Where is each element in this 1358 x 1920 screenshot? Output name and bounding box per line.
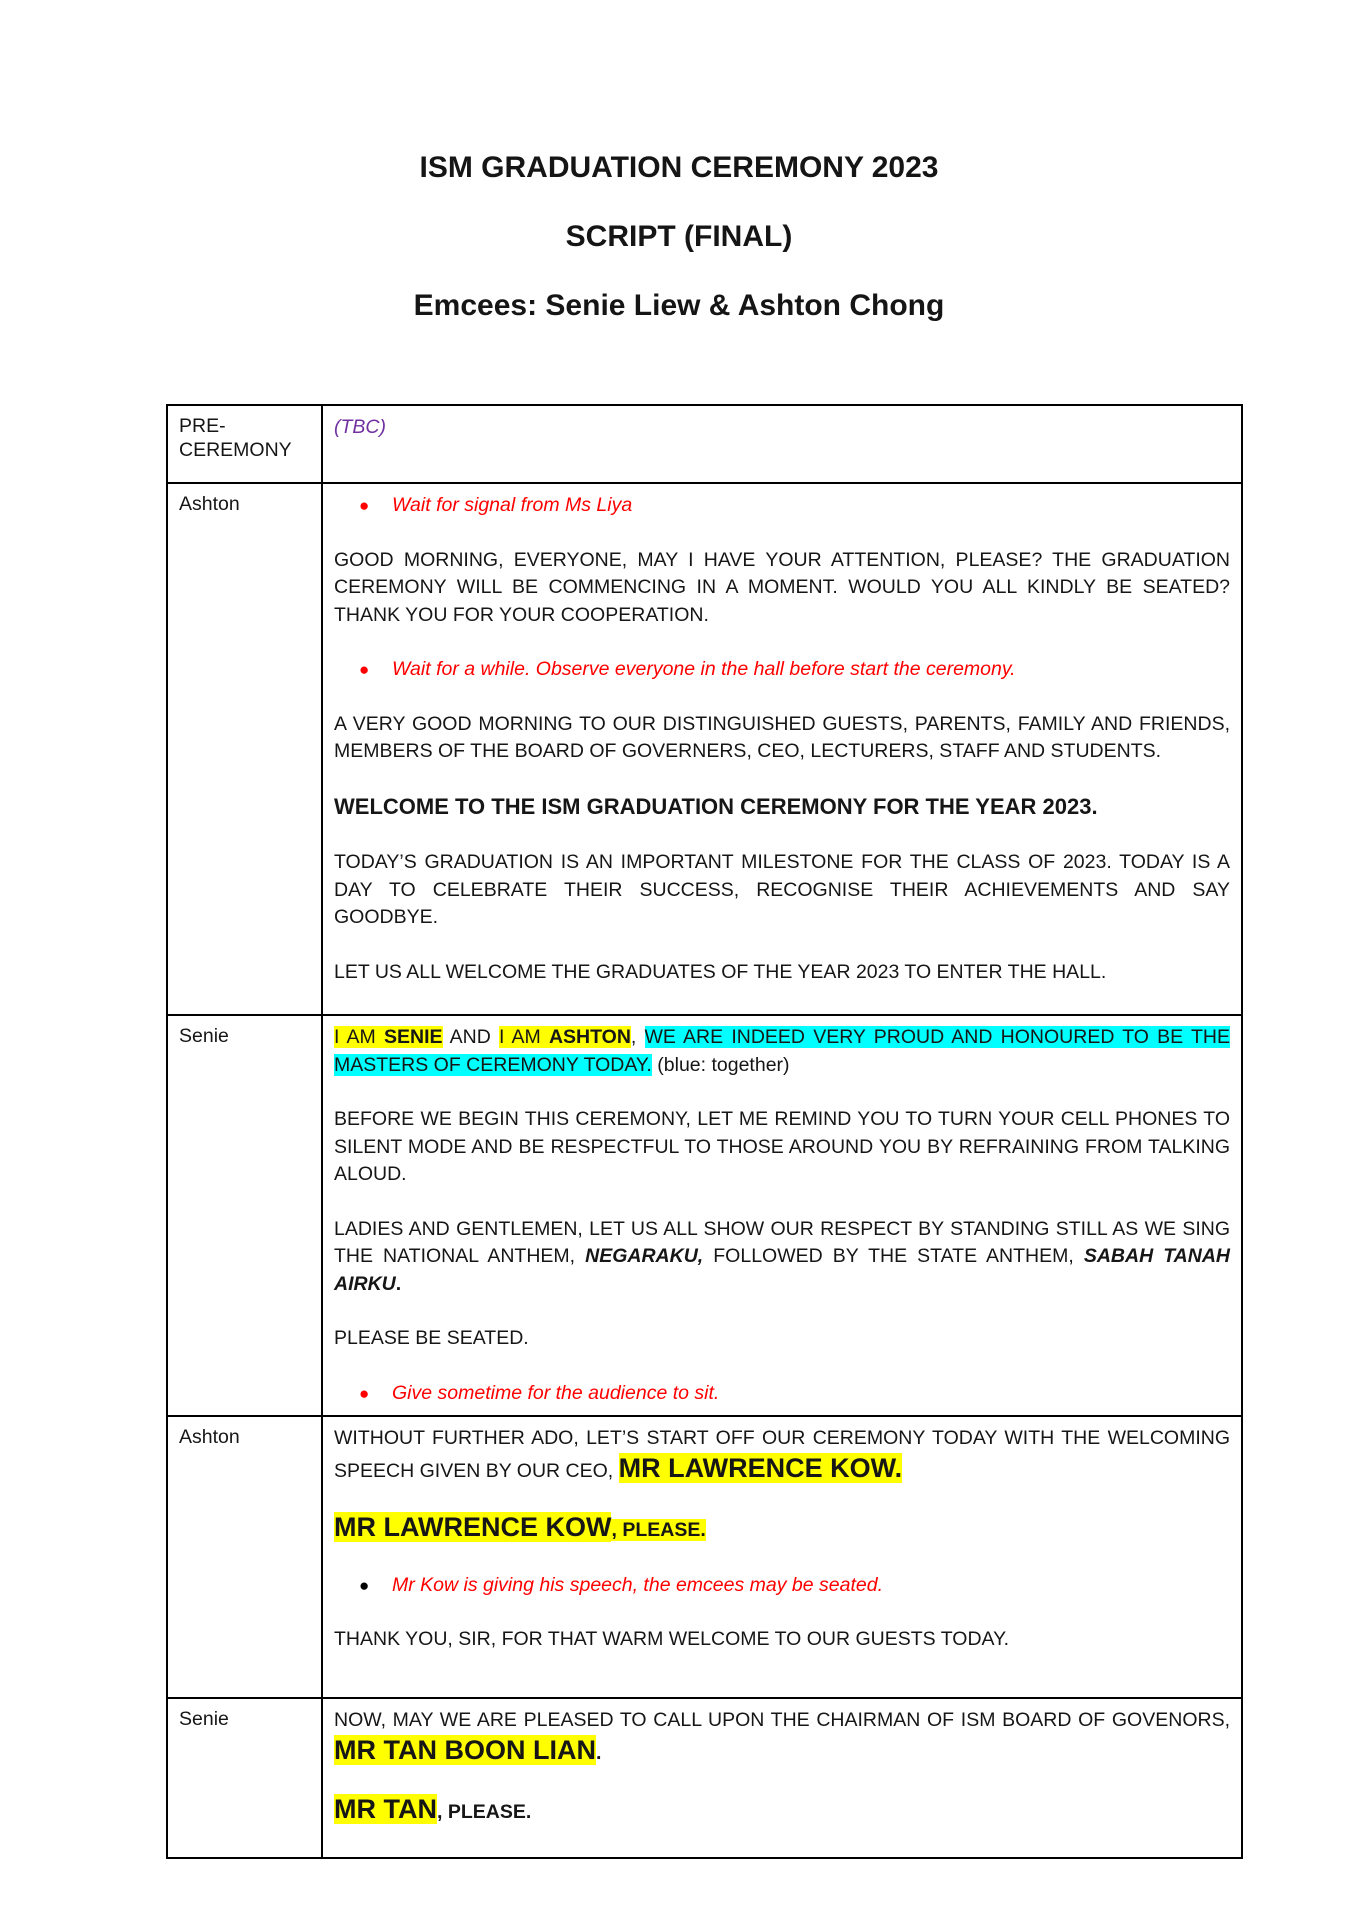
- table-row: [167, 405, 1242, 483]
- bullet-item: [334, 1380, 1230, 1408]
- text-run: WE ARE INDEED VERY PROUD AND HONOURED TO BE THE MASTERS OF CEREMONY TODAY.: [334, 1026, 1230, 1076]
- text-run: FOLLOWED BY THE STATE ANTHEM,: [703, 1245, 1084, 1267]
- text-run: NOW, MAY WE ARE PLEASED TO CALL UPON THE CHAIRMAN OF ISM BOARD OF GOVENORS,: [334, 1709, 1230, 1731]
- text-run: (TBC): [334, 416, 386, 438]
- script-table: [166, 404, 1243, 1859]
- table-row: [167, 1416, 1242, 1698]
- text-run: MR TAN: [334, 1794, 437, 1824]
- text-run: GOOD MORNING, EVERYONE, MAY I HAVE YOUR ATTENTION, PLEASE? THE GRADUATION CEREMONY WILL BE COMMENCING IN A MOMENT. WOULD YOU ALL KINDLY BE SEATED? THANK YOU FOR YOUR COOPERATION.: [334, 548, 1230, 626]
- emcees-line: Emcees: Senie Liew & Ashton Chong: [413, 289, 945, 322]
- text-run: ASHTON: [548, 1026, 631, 1048]
- text-run: WITHOUT FURTHER ADO, LET’S START OFF OUR CEREMONY TODAY WITH THE WELCOMING SPEECH GIVEN BY OUR CEO,: [334, 1427, 1230, 1482]
- script-cell: [322, 405, 1242, 483]
- text-run: BEFORE WE BEGIN THIS CEREMONY, LET ME REMIND YOU TO TURN YOUR CELL PHONES TO SILENT MODE AND BE RESPECTFUL TO THOSE AROUND YOU BY REFRAINING FROM TALKING ALOUD.: [334, 1108, 1230, 1185]
- script-paragraph: [334, 1707, 1230, 1767]
- script-paragraph: [334, 1794, 1230, 1827]
- text-run: SABAH TANAH AIRKU: [334, 1245, 1230, 1295]
- script-paragraph: [334, 849, 1230, 932]
- text-run: PLEASE BE SEATED.: [334, 1327, 529, 1349]
- text-run: TODAY’S GRADUATION IS AN IMPORTANT MILESTONE FOR THE CLASS OF 2023. TODAY IS A DAY TO CELEBRATE THEIR SUCCESS, RECOGNISE THEIR ACHIEVEMENTS AND SAY GOODBYE.: [334, 851, 1230, 928]
- script-cell: [322, 1698, 1242, 1858]
- script-cell: [322, 1416, 1242, 1698]
- bullet-marker: ●: [359, 1575, 370, 1595]
- text-run: Give sometime for the audience to sit.: [392, 1381, 720, 1404]
- bullet-item: [334, 492, 1230, 520]
- bullet-item: [334, 656, 1230, 684]
- script-paragraph: [334, 1425, 1230, 1485]
- table-row: [167, 483, 1242, 1015]
- table-row: [167, 1015, 1242, 1416]
- text-run: Wait for a while. Observe everyone in the hall before start the ceremony.: [392, 658, 1016, 680]
- script-paragraph: [334, 547, 1230, 630]
- table-row: [167, 1698, 1242, 1858]
- page-title: ISM GRADUATION CEREMONY 2023: [419, 151, 939, 184]
- text-run: ,: [630, 1026, 645, 1048]
- text-run: .: [395, 1272, 402, 1295]
- text-run: I AM: [498, 1026, 549, 1048]
- speaker-cell: Ashton: [167, 483, 322, 1015]
- script-table-body: [167, 405, 1242, 1858]
- script-paragraph: [334, 793, 1230, 823]
- speaker-cell: Senie: [167, 1698, 322, 1858]
- speaker-cell: PRE-CEREMONY: [167, 405, 322, 483]
- script-cell: [322, 483, 1242, 1015]
- text-run: I AM: [334, 1026, 384, 1048]
- text-run: Wait for signal from Ms Liya: [392, 494, 633, 516]
- speaker-cell: Senie: [167, 1015, 322, 1416]
- bullet-item: [334, 1572, 1230, 1600]
- text-run: MR TAN BOON LIAN: [334, 1734, 596, 1765]
- script-paragraph: [334, 959, 1230, 987]
- bullet-marker: ●: [359, 660, 370, 679]
- script-paragraph: [334, 1106, 1230, 1189]
- script-paragraph: [334, 1216, 1230, 1299]
- script-paragraph: [334, 414, 1230, 442]
- text-run: , PLEASE.: [436, 1801, 532, 1823]
- text-run: A VERY GOOD MORNING TO OUR DISTINGUISHED GUESTS, PARENTS, FAMILY AND FRIENDS, MEMBERS OF THE BOARD OF GOVERNERS, CEO, LECTURERS, STAFF AND STUDENTS.: [334, 712, 1230, 762]
- script-paragraph: [334, 1512, 1230, 1545]
- page-subtitle: SCRIPT (FINAL): [565, 220, 793, 253]
- text-run: Mr Kow is giving his speech, the emcees may be seated.: [392, 1573, 883, 1596]
- script-cell: [322, 1015, 1242, 1416]
- text-run: LADIES AND GENTLEMEN, LET US ALL SHOW OUR RESPECT BY STANDING STILL AS WE SING THE NATIONAL ANTHEM,: [334, 1217, 1230, 1267]
- script-paragraph: [334, 1024, 1230, 1079]
- text-run: MR LAWRENCE KOW: [334, 1512, 612, 1542]
- text-run: NEGARAKU,: [585, 1245, 704, 1267]
- script-paragraph: [334, 1325, 1230, 1353]
- text-run: MR LAWRENCE KOW.: [618, 1452, 903, 1483]
- text-run: THANK YOU, SIR, FOR THAT WARM WELCOME TO OUR GUESTS TODAY.: [334, 1628, 1010, 1650]
- script-paragraph: [334, 711, 1230, 766]
- speaker-cell: Ashton: [167, 1416, 322, 1698]
- bullet-marker: ●: [359, 1383, 370, 1403]
- document-header: [0, 0, 1358, 324]
- text-run: (blue: together): [651, 1053, 790, 1076]
- text-run: WELCOME TO THE ISM GRADUATION CEREMONY FOR THE YEAR 2023.: [334, 793, 1098, 819]
- text-run: .: [595, 1741, 602, 1764]
- bullet-marker: ●: [359, 496, 370, 515]
- text-run: LET US ALL WELCOME THE GRADUATES OF THE YEAR 2023 TO ENTER THE HALL.: [334, 960, 1107, 983]
- text-run: AND: [442, 1026, 499, 1048]
- script-paragraph: [334, 1626, 1230, 1654]
- text-run: SENIE: [383, 1026, 443, 1048]
- text-run: , PLEASE.: [611, 1519, 706, 1541]
